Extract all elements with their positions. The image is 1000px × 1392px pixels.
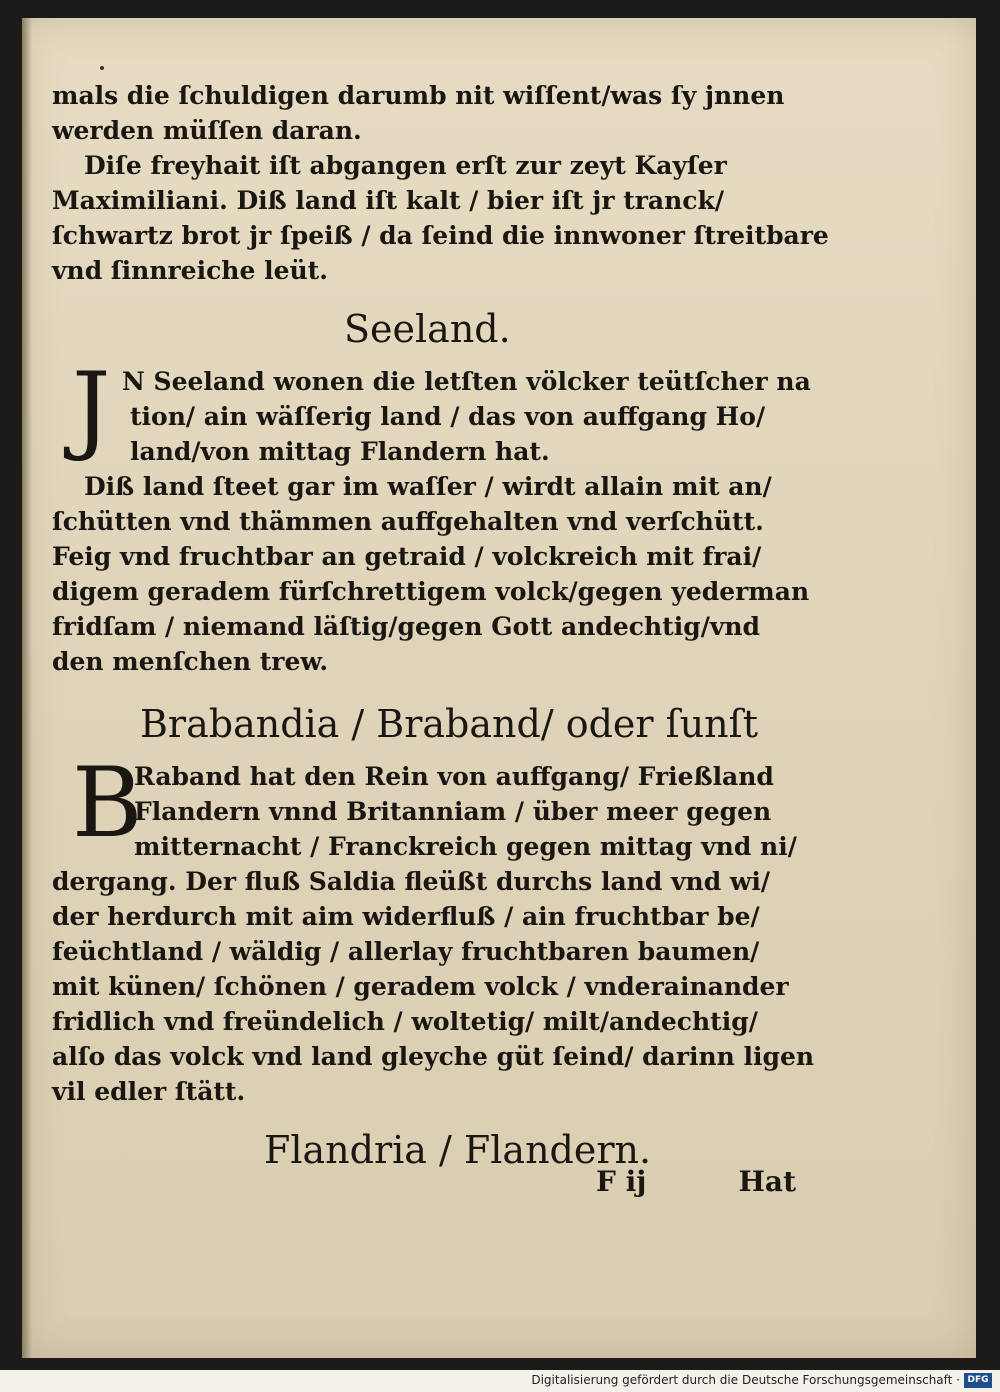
text-line: land/von mittag Flandern hat.	[130, 437, 550, 466]
page-gutter-shadow	[22, 18, 32, 1358]
text-line: fridſam / niemand läſtig/gegen Gott andechtig/vnd	[52, 612, 761, 641]
text-line: vnd ſinnreiche leüt.	[52, 256, 328, 285]
text-line: werden müſſen daran.	[52, 116, 362, 145]
text-line: Feig vnd fruchtbar an getraid / volckreich mit frai/	[52, 542, 762, 571]
section-heading-brabant: Brabandia / Braband/ oder ſunſt	[140, 702, 758, 746]
section-heading-flandria: Flandria / Flandern.	[264, 1128, 652, 1172]
text-line: fridlich vnd freündelich / woltetig/ milt/andechtig/	[52, 1007, 758, 1036]
section-heading-seeland: Seeland.	[344, 307, 511, 351]
text-line: Diſe freyhait iſt abgangen erſt zur zeyt Kayſer	[84, 151, 727, 180]
paragraph-seeland	[52, 352, 811, 679]
text-line: dergang. Der fluß Saldia fleüßt durchs land vnd wi/	[52, 867, 771, 896]
text-line: ſchwartz brot jr ſpeiß / da ſeind die innwoner ſtreitbare	[52, 221, 829, 250]
catchword: Hat	[738, 1165, 796, 1198]
signature-mark: F ij	[596, 1165, 647, 1198]
drop-capital: J	[72, 352, 111, 464]
page-footer	[596, 1165, 796, 1201]
text-line: der herdurch mit aim widerfluß / ain fruchtbar be/	[52, 902, 760, 931]
text-line: tion/ ain wäſſerig land / das von auffgang Ho/	[130, 402, 766, 431]
drop-capital: B	[72, 747, 143, 859]
text-line: mitternacht / Franckreich gegen mittag vnd ni/	[134, 832, 797, 861]
paragraph-brabant	[52, 747, 815, 1109]
text-line: alſo das volck vnd land gleyche güt ſeind/ darinn ligen	[52, 1042, 815, 1071]
text-line: vil edler ſtätt.	[52, 1077, 246, 1106]
text-line: Diß land ſteet gar im waſſer / wirdt allain mit an/	[84, 472, 772, 501]
text-line: den menſchen trew.	[52, 647, 329, 676]
dfg-logo: DFG	[964, 1373, 992, 1388]
text-line: mit künen/ ſchönen / geradem volck / vnderainander	[52, 972, 789, 1001]
margin-mark	[100, 66, 104, 70]
text-line: Flandern vnnd Britanniam / über meer gegen	[134, 797, 772, 826]
text-line: digem geradem fürſchrettigem volck/gegen yederman	[52, 577, 810, 606]
text-line: mals die ſchuldigen darumb nit wiſſent/was ſy jnnen	[52, 81, 785, 110]
text-line: N Seeland wonen die letſten völcker teütſcher na	[122, 367, 811, 396]
text-line: Maximiliani. Diß land iſt kalt / bier iſt jr tranck/	[52, 186, 724, 215]
funding-credit: Digitalisierung gefördert durch die Deutsche Forschungsgemeinschaft ·	[531, 1373, 960, 1387]
page-text	[52, 78, 829, 1177]
text-line: ſchütten vnd thämmen auffgehalten vnd verſchütt.	[52, 507, 764, 536]
text-line: Raband hat den Rein von auffgang/ Frießland	[134, 762, 774, 791]
text-line: feüchtland / wäldig / allerlay fruchtbaren baumen/	[52, 937, 760, 966]
